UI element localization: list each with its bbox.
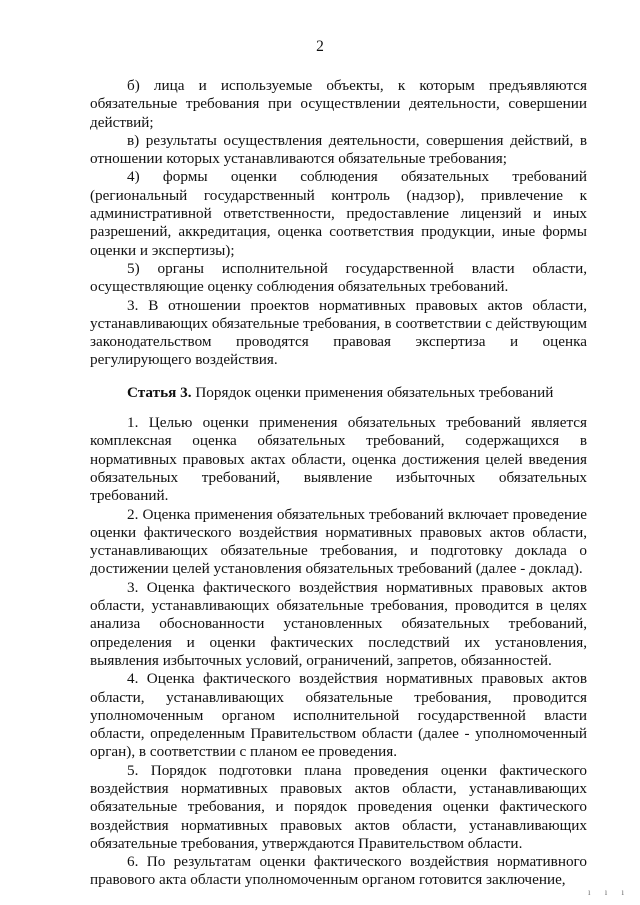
paragraph: 4. Оценка фактического воздействия нормативных правовых актов области, устанавливающих обязательные требования, проводится уполномоченным органом исполнительной государственной власти области, определенным Правительством области (далее - уполномоченный орган), в соответствии с планом ее проведения. xyxy=(90,670,587,761)
paragraph: 5. Порядок подготовки плана проведения оценки фактического воздействия нормативных правовых актов области, устанавливающих обязательные требования, и порядок проведения оценки фактического воздействия нормативных правовых актов области, устанавливающих обязательные требования, утверждаются Правительством области. xyxy=(90,761,587,852)
page-number: 2 xyxy=(316,38,324,55)
article-heading xyxy=(90,384,587,402)
article-title: Порядок оценки применения обязательных требований xyxy=(195,383,554,401)
scan-corner-marks: ı ı ı xyxy=(587,887,630,897)
document-body xyxy=(90,77,587,890)
paragraph: б) лица и используемые объекты, к которым предъявляются обязательные требования при осуществлении деятельности, совершении действий; xyxy=(90,77,587,131)
paragraph: 6. По результатам оценки фактического воздействия нормативного правового акта области уполномоченным органом готовится заключение, xyxy=(90,853,587,889)
paragraph: 3. В отношении проектов нормативных правовых актов области, устанавливающих обязательные требования, в соответствии с действующим законодательством проводятся правовая экспертиза и оценка регулирующего воздействия. xyxy=(90,296,587,369)
paragraph: 2. Оценка применения обязательных требований включает проведение оценки фактического воздействия нормативных правовых актов области, устанавливающих обязательные требования, и подготовку доклада о достижении целей установления обязательных требований (далее - доклад). xyxy=(90,505,587,578)
paragraph: 1. Целью оценки применения обязательных требований является комплексная оценка обязательных требований, содержащихся в нормативных правовых актах области, оценка достижения целей введения обязательных требований, выявление избыточных обязательных требований. xyxy=(90,414,587,505)
article-label: Статья 3. xyxy=(127,383,192,401)
paragraph: 3. Оценка фактического воздействия нормативных правовых актов области, устанавливающих обязательные требования, проводится в целях анализа обоснованности установленных обязательных требований, определения и оценки фактических последствий их установления, выявления избыточных условий, ограничений, запретов, обязанностей. xyxy=(90,578,587,669)
paragraph: 5) органы исполнительной государственной власти области, осуществляющие оценку соблюдения обязательных требований. xyxy=(90,259,587,296)
paragraph: в) результаты осуществления деятельности, совершения действий, в отношении которых устанавливаются обязательные требования; xyxy=(90,131,587,168)
paragraph: 4) формы оценки соблюдения обязательных требований (региональный государственный контроль (надзор), привлечение к административной ответственности, предоставление лицензий и иных разрешений, аккредитация, оценка соответствия продукции, иные формы оценки и экспертизы); xyxy=(90,168,587,259)
